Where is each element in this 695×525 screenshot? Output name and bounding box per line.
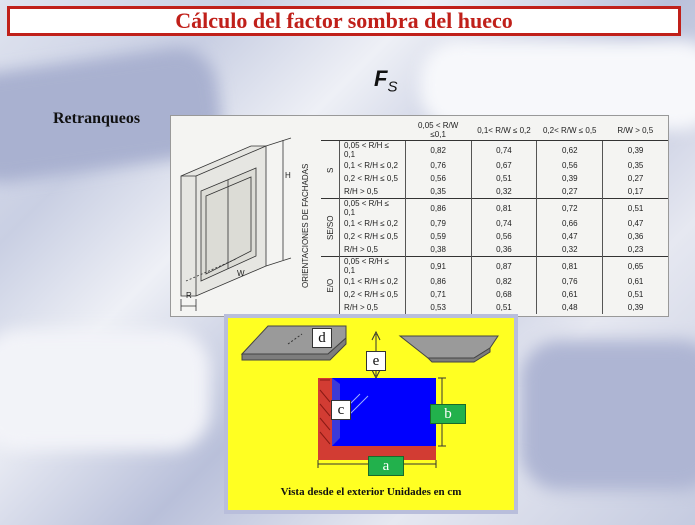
group-label: E/O — [321, 257, 339, 315]
condition-cell: 0,05 < R/H ≤ 0,1 — [339, 141, 405, 160]
condition-cell: 0,1 < R/H ≤ 0,2 — [339, 275, 405, 288]
value-cell: 0,51 — [603, 199, 668, 218]
value-cell: 0,51 — [603, 288, 668, 301]
value-cell: 0,56 — [471, 230, 537, 243]
value-cell: 0,32 — [537, 243, 603, 257]
table-row — [321, 172, 668, 185]
window-diagram — [228, 318, 514, 510]
shading-table-panel — [170, 115, 669, 317]
window-diagram-frame — [224, 314, 518, 514]
condition-cell: R/H > 0,5 — [339, 301, 405, 314]
table-row — [321, 257, 668, 276]
condition-cell: R/H > 0,5 — [339, 185, 405, 199]
table-row — [321, 141, 668, 160]
sketch-label-r: R — [186, 291, 192, 300]
value-cell: 0,51 — [471, 301, 537, 314]
table-row — [321, 275, 668, 288]
value-cell: 0,79 — [405, 217, 471, 230]
table-row — [321, 199, 668, 218]
table-row — [321, 230, 668, 243]
background-shape — [520, 340, 695, 490]
label-d: d — [312, 328, 332, 348]
value-cell: 0,82 — [405, 141, 471, 160]
table-row — [321, 288, 668, 301]
value-cell: 0,27 — [537, 185, 603, 199]
table-header-row — [321, 120, 668, 141]
value-cell: 0,76 — [405, 159, 471, 172]
value-cell: 0,62 — [537, 141, 603, 160]
column-header: 0,05 < R/W ≤0,1 — [405, 120, 471, 141]
value-cell: 0,76 — [537, 275, 603, 288]
value-cell: 0,53 — [405, 301, 471, 314]
value-cell: 0,81 — [471, 199, 537, 218]
column-header: R/W > 0,5 — [603, 120, 668, 141]
value-cell: 0,27 — [603, 172, 668, 185]
value-cell: 0,68 — [471, 288, 537, 301]
diagram-caption: Vista desde el exterior Unidades en cm — [280, 486, 462, 498]
condition-cell: 0,2 < R/H ≤ 0,5 — [339, 230, 405, 243]
value-cell: 0,86 — [405, 275, 471, 288]
value-cell: 0,56 — [537, 159, 603, 172]
shading-factor-table — [321, 120, 668, 314]
value-cell: 0,74 — [471, 217, 537, 230]
sketch-label-w: W — [237, 269, 245, 278]
slide-title: Cálculo del factor sombra del hueco — [175, 8, 513, 33]
value-cell: 0,91 — [405, 257, 471, 276]
value-cell: 0,72 — [537, 199, 603, 218]
value-cell: 0,87 — [471, 257, 537, 276]
condition-cell: 0,2 < R/H ≤ 0,5 — [339, 288, 405, 301]
value-cell: 0,39 — [603, 301, 668, 314]
table-row — [321, 301, 668, 314]
label-c: c — [331, 400, 351, 420]
value-cell: 0,38 — [405, 243, 471, 257]
background-shape — [0, 330, 210, 450]
value-cell: 0,67 — [471, 159, 537, 172]
title-banner — [7, 6, 681, 36]
value-cell: 0,35 — [405, 185, 471, 199]
condition-cell: 0,1 < R/H ≤ 0,2 — [339, 217, 405, 230]
value-cell: 0,81 — [537, 257, 603, 276]
value-cell: 0,48 — [537, 301, 603, 314]
value-cell: 0,86 — [405, 199, 471, 218]
value-cell: 0,39 — [603, 141, 668, 160]
recess-sketch — [171, 116, 306, 316]
group-label: SE/SO — [321, 199, 339, 257]
value-cell: 0,35 — [603, 159, 668, 172]
fs-symbol — [374, 66, 397, 95]
symbol-subscript: S — [387, 78, 398, 96]
table-row — [321, 185, 668, 199]
value-cell: 0,74 — [471, 141, 537, 160]
label-a: a — [368, 456, 404, 476]
value-cell: 0,51 — [471, 172, 537, 185]
symbol-main: F — [374, 66, 388, 91]
group-label: S — [325, 166, 335, 173]
value-cell: 0,71 — [405, 288, 471, 301]
table-row — [321, 243, 668, 257]
window-diagram-drawing — [228, 318, 514, 510]
label-e: e — [366, 351, 386, 371]
condition-cell: 0,05 < R/H ≤ 0,1 — [339, 199, 405, 218]
condition-cell: 0,05 < R/H ≤ 0,1 — [339, 257, 405, 276]
value-cell: 0,47 — [537, 230, 603, 243]
value-cell: 0,82 — [471, 275, 537, 288]
value-cell: 0,23 — [603, 243, 668, 257]
table-row — [321, 159, 668, 172]
sketch-label-h: H — [285, 171, 291, 180]
value-cell: 0,61 — [603, 275, 668, 288]
value-cell: 0,32 — [471, 185, 537, 199]
condition-cell: R/H > 0,5 — [339, 243, 405, 257]
value-cell: 0,36 — [603, 230, 668, 243]
column-header: 0,2< R/W ≤ 0,5 — [537, 120, 603, 141]
value-cell: 0,17 — [603, 185, 668, 199]
value-cell: 0,39 — [537, 172, 603, 185]
value-cell: 0,66 — [537, 217, 603, 230]
table-row — [321, 217, 668, 230]
condition-cell: 0,1 < R/H ≤ 0,2 — [339, 159, 405, 172]
value-cell: 0,36 — [471, 243, 537, 257]
value-cell: 0,65 — [603, 257, 668, 276]
value-cell: 0,61 — [537, 288, 603, 301]
column-header: 0,1< R/W ≤ 0,2 — [471, 120, 537, 141]
value-cell: 0,47 — [603, 217, 668, 230]
value-cell: 0,56 — [405, 172, 471, 185]
orientation-label: ORIENTACIONES DE FACHADAS — [301, 163, 310, 289]
label-b: b — [430, 404, 466, 424]
condition-cell: 0,2 < R/H ≤ 0,5 — [339, 172, 405, 185]
value-cell: 0,59 — [405, 230, 471, 243]
section-label: Retranqueos — [53, 110, 141, 127]
